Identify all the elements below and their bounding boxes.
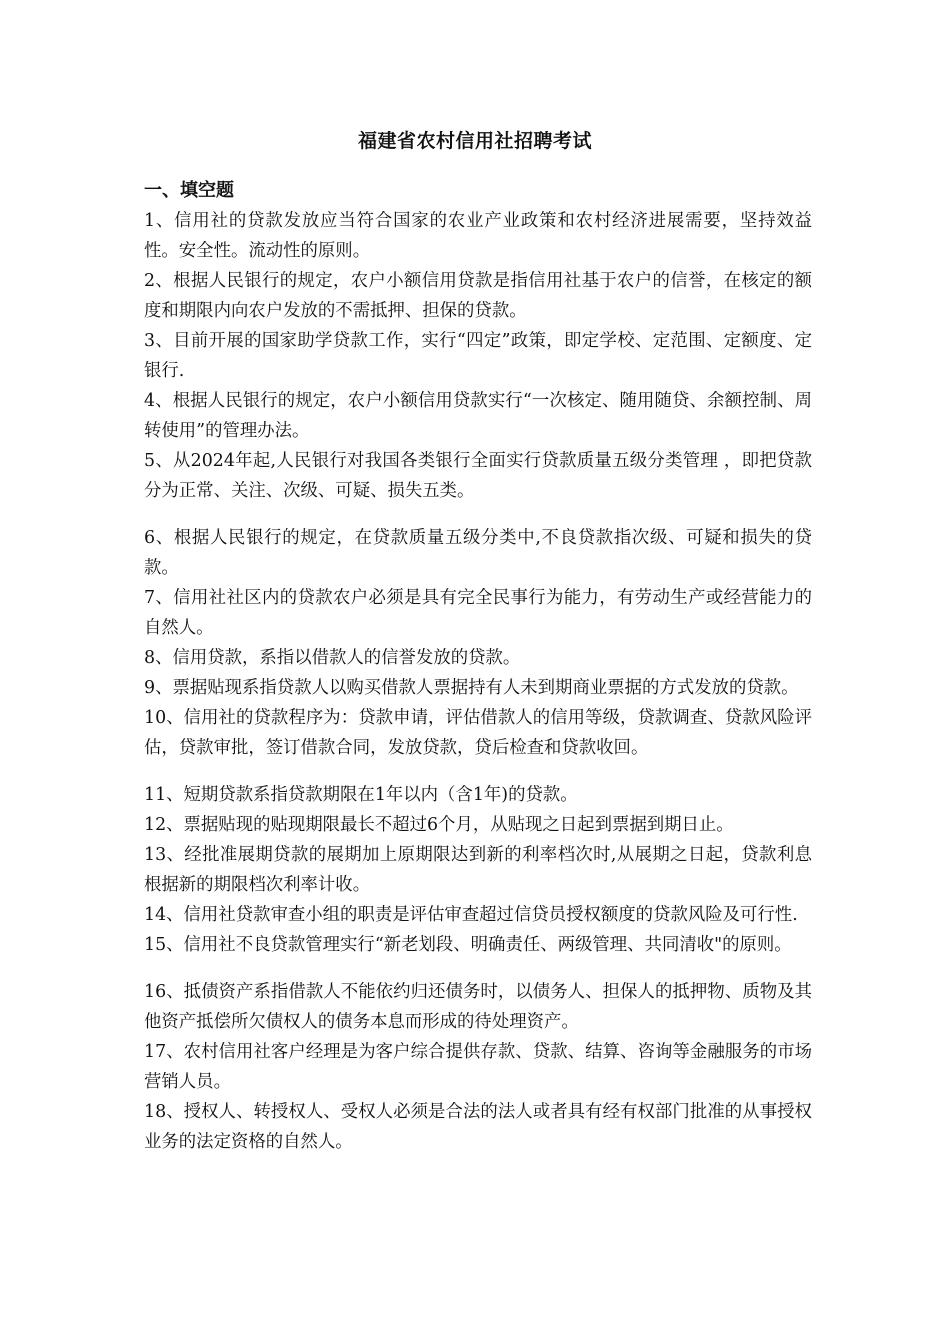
question-item-9: 9、票据贴现系指贷款人以购买借款人票据持有人未到期商业票据的方式发放的贷款。 (144, 678, 799, 698)
question-item-7: 7、信用社社区内的贷款农户必须是具有完全民事行为能力，有劳动生产或经营能力的自然人。 (144, 588, 812, 638)
question-item-4: 4、根据人民银行的规定，农户小额信用贷款实行“一次核定、随用随贷、余额控制、周转使用”的管理办法。 (144, 391, 812, 441)
question-item-2: 2、根据人民银行的规定，农户小额信用贷款是指信用社基于农户的信誉，在核定的额度和期限内向农户发放的不需抵押、担保的贷款。 (144, 271, 812, 321)
document-body (144, 176, 812, 1157)
question-item-12: 12、票据贴现的贴现期限最长不超过6个月，从贴现之日起到票据到期日止。 (144, 815, 734, 835)
question-item-15: 15、信用社不良贷款管理实行“新老划段、明确责任、两级管理、共同清收"的原则。 (144, 935, 792, 955)
question-item-13: 13、经批准展期贷款的展期加上原期限达到新的利率档次时,从展期之日起，贷款利息根据新的期限档次利率计收。 (144, 845, 812, 895)
section-heading: 一、填空题 (144, 180, 234, 201)
question-item-10: 10、信用社的贷款程序为：贷款申请，评估借款人的信用等级，贷款调查、贷款风险评估，贷款审批，签订借款合同，发放贷款，贷后检查和贷款收回。 (144, 708, 812, 758)
question-item-5: 5、从2024年起,人民银行对我国各类银行全面实行贷款质量五级分类管理 ，即把贷款分为正常、关注、次级、可疑、损失五类。 (144, 451, 812, 501)
question-item-18: 18、授权人、转授权人、受权人必须是合法的法人或者具有经有权部门批准的从事授权业务的法定资格的自然人。 (144, 1102, 812, 1152)
question-item-14: 14、信用社贷款审查小组的职责是评估审查超过信贷员授权额度的贷款风险及可行性. (144, 905, 798, 925)
question-item-16: 16、抵债资产系指借款人不能依约归还债务时，以债务人、担保人的抵押物、质物及其他资产抵偿所欠债权人的债务本息而形成的待处理资产。 (144, 982, 812, 1032)
question-item-3: 3、目前开展的国家助学贷款工作，实行“四定”政策，即定学校、定范围、定额度、定银行. (144, 331, 812, 381)
question-item-11: 11、短期贷款系指贷款期限在1年以内（含1年)的贷款。 (144, 785, 578, 805)
question-item-17: 17、农村信用社客户经理是为客户综合提供存款、贷款、结算、咨询等金融服务的市场营销人员。 (144, 1042, 812, 1092)
question-item-1: 1、信用社的贷款发放应当符合国家的农业产业政策和农村经济进展需要，坚持效益性。安全性。流动性的原则。 (144, 211, 812, 261)
question-item-8: 8、信用贷款，系指以借款人的信誉发放的贷款。 (144, 648, 521, 668)
document-title: 福建省农村信用社招聘考试 (357, 130, 592, 152)
question-item-6: 6、根据人民银行的规定，在贷款质量五级分类中,不良贷款指次级、可疑和损失的贷款。 (144, 528, 812, 578)
